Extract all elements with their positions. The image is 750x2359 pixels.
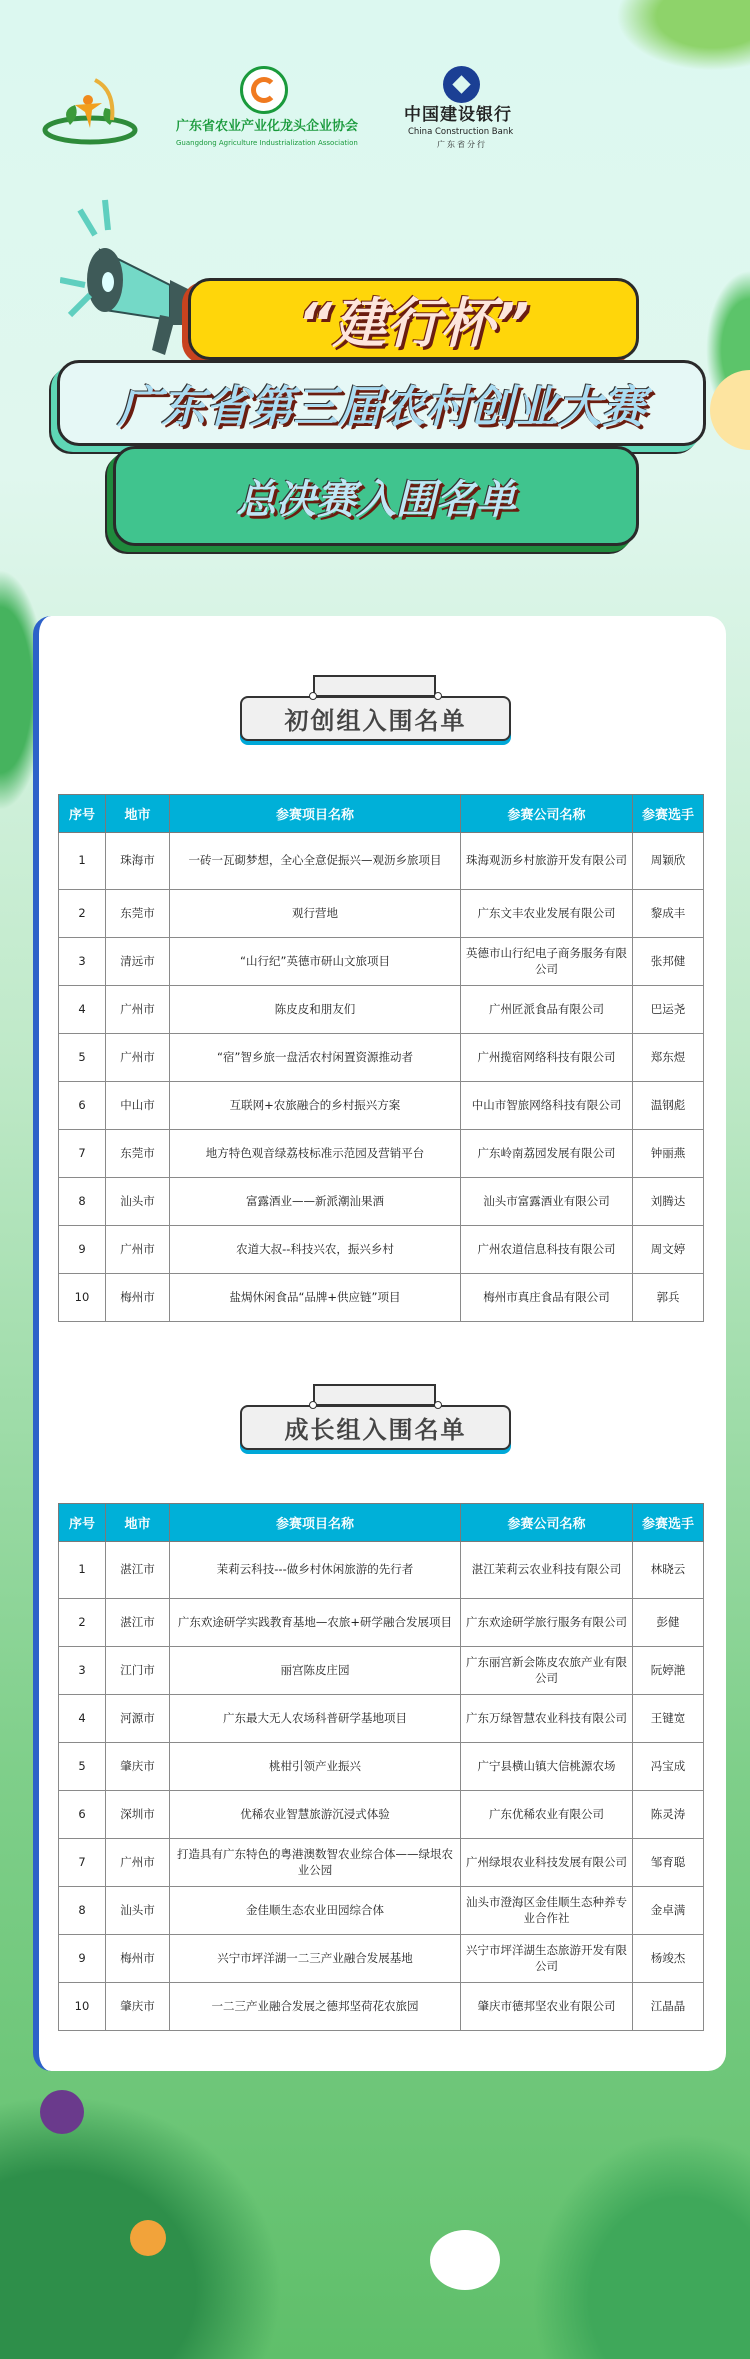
ccb-branch: 广东省分行: [437, 140, 487, 149]
cell-company: 汕头市富露酒业有限公司: [461, 1178, 633, 1226]
table-row: [59, 986, 704, 1034]
cell-seq: 2: [59, 1599, 106, 1647]
cell-seq: 10: [59, 1983, 106, 2031]
cell-city: 汕头市: [106, 1178, 170, 1226]
title-cup-banner: “建行杯”: [188, 278, 639, 360]
cell-contestant: 杨竣杰: [633, 1935, 704, 1983]
cell-company: 湛江茉莉云农业科技有限公司: [461, 1542, 633, 1599]
table-row: [59, 1695, 704, 1743]
cell-city: 肇庆市: [106, 1983, 170, 2031]
cell-contestant: 王键宽: [633, 1695, 704, 1743]
table-header: [59, 1504, 704, 1542]
ccb-logo: [443, 66, 480, 103]
flower-orange: [130, 2220, 166, 2256]
title-event-banner: 广东省第三届农村创业大赛: [57, 360, 706, 446]
cell-contestant: 黎成丰: [633, 890, 704, 938]
cell-contestant: 钟丽燕: [633, 1130, 704, 1178]
cell-contestant: 周文婷: [633, 1226, 704, 1274]
cell-city: 肇庆市: [106, 1743, 170, 1791]
cell-contestant: 郑东煜: [633, 1034, 704, 1082]
cell-project: 金佳顺生态农业田园综合体: [170, 1887, 461, 1935]
table-row: [59, 1935, 704, 1983]
table-row: [59, 1791, 704, 1839]
column-header-contestant: 参赛选手: [633, 795, 704, 833]
cell-city: 广州市: [106, 986, 170, 1034]
cell-company: 珠海观沥乡村旅游开发有限公司: [461, 833, 633, 890]
cell-contestant: 郭兵: [633, 1274, 704, 1322]
table-row: [59, 1983, 704, 2031]
cell-seq: 2: [59, 890, 106, 938]
cell-contestant: 江晶晶: [633, 1983, 704, 2031]
association-name-en: Guangdong Agriculture Industrialization Association: [176, 139, 358, 147]
table-row: [59, 1599, 704, 1647]
cell-seq: 7: [59, 1839, 106, 1887]
cell-company: 广宁县横山镇大信桃源农场: [461, 1743, 633, 1791]
table-row: [59, 1130, 704, 1178]
table-row: [59, 1647, 704, 1695]
growth-group-table: [58, 1503, 704, 2031]
cell-contestant: 周颖欣: [633, 833, 704, 890]
cell-company: 肇庆市德邦坚农业有限公司: [461, 1983, 633, 2031]
column-header-company: 参赛公司名称: [461, 1504, 633, 1542]
cell-project: 广东欢途研学实践教育基地—农旅+研学融合发展项目: [170, 1599, 461, 1647]
cell-city: 珠海市: [106, 833, 170, 890]
cell-project: 陈皮皮和朋友们: [170, 986, 461, 1034]
cell-city: 湛江市: [106, 1542, 170, 1599]
cell-contestant: 彭健: [633, 1599, 704, 1647]
table-row: [59, 1839, 704, 1887]
cell-project: 一砖一瓦砌梦想，全心全意促振兴—观沥乡旅项目: [170, 833, 461, 890]
table-row: [59, 1034, 704, 1082]
cell-company: 广东优稀农业有限公司: [461, 1791, 633, 1839]
ccb-name-en: China Construction Bank: [408, 127, 514, 137]
column-header-project: 参赛项目名称: [170, 1504, 461, 1542]
association-logo: [240, 66, 288, 114]
cell-seq: 9: [59, 1935, 106, 1983]
flower-white: [430, 2230, 500, 2290]
cell-city: 江门市: [106, 1647, 170, 1695]
cell-project: 观行营地: [170, 890, 461, 938]
cell-contestant: 巴运尧: [633, 986, 704, 1034]
cell-seq: 4: [59, 1695, 106, 1743]
section-title-startup: 初创组入围名单: [240, 696, 511, 741]
cell-project: 兴宁市坪洋湖一二三产业融合发展基地: [170, 1935, 461, 1983]
cell-seq: 3: [59, 1647, 106, 1695]
cell-city: 中山市: [106, 1082, 170, 1130]
cell-contestant: 金卓满: [633, 1887, 704, 1935]
column-header-city: 地市: [106, 1504, 170, 1542]
column-header-project: 参赛项目名称: [170, 795, 461, 833]
cell-city: 梅州市: [106, 1274, 170, 1322]
cell-seq: 5: [59, 1034, 106, 1082]
cell-project: 桃柑引领产业振兴: [170, 1743, 461, 1791]
cell-seq: 3: [59, 938, 106, 986]
cell-seq: 9: [59, 1226, 106, 1274]
cell-city: 东莞市: [106, 890, 170, 938]
cell-project: 优稀农业智慧旅游沉浸式体验: [170, 1791, 461, 1839]
cell-contestant: 冯宝成: [633, 1743, 704, 1791]
cell-city: 汕头市: [106, 1887, 170, 1935]
cell-project: 打造具有广东特色的粤港澳数智农业综合体——绿垠农业公园: [170, 1839, 461, 1887]
table-row: [59, 890, 704, 938]
cell-project: 丽宫陈皮庄园: [170, 1647, 461, 1695]
cell-seq: 8: [59, 1887, 106, 1935]
cell-seq: 6: [59, 1082, 106, 1130]
cell-city: 清远市: [106, 938, 170, 986]
cell-contestant: 阮婷滟: [633, 1647, 704, 1695]
cell-project: 互联网+农旅融合的乡村振兴方案: [170, 1082, 461, 1130]
cell-contestant: 张邦健: [633, 938, 704, 986]
association-name: 广东省农业产业化龙头企业协会: [176, 119, 359, 134]
title-subtitle-banner: 总决赛入围名单: [113, 446, 639, 546]
cell-city: 广州市: [106, 1226, 170, 1274]
cell-company: 汕头市澄海区金佳顺生态种养专业合作社: [461, 1887, 633, 1935]
column-header-seq: 序号: [59, 795, 106, 833]
cell-company: 广东丽宫新会陈皮农旅产业有限公司: [461, 1647, 633, 1695]
cell-company: 广州农道信息科技有限公司: [461, 1226, 633, 1274]
contest-logo: [40, 70, 140, 150]
cell-city: 河源市: [106, 1695, 170, 1743]
cell-project: “宿”智乡旅一盘活农村闲置资源推动者: [170, 1034, 461, 1082]
cell-company: 中山市智旅网络科技有限公司: [461, 1082, 633, 1130]
cell-project: “山行纪”英德市研山文旅项目: [170, 938, 461, 986]
table-row: [59, 1274, 704, 1322]
foliage-bottom-right: [520, 2120, 750, 2359]
table-row: [59, 1743, 704, 1791]
cell-city: 东莞市: [106, 1130, 170, 1178]
cell-project: 富露酒业——新派潮汕果酒: [170, 1178, 461, 1226]
cell-company: 兴宁市坪洋湖生态旅游开发有限公司: [461, 1935, 633, 1983]
cell-seq: 10: [59, 1274, 106, 1322]
leaf-decoration-top-right: [600, 0, 750, 80]
cell-project: 农道大叔--科技兴农，振兴乡村: [170, 1226, 461, 1274]
flower-purple: [40, 2090, 84, 2134]
cell-project: 一二三产业融合发展之德邦坚荷花农旅园: [170, 1983, 461, 2031]
cell-company: 广州绿垠农业科技发展有限公司: [461, 1839, 633, 1887]
cell-seq: 7: [59, 1130, 106, 1178]
cell-company: 广东文丰农业发展有限公司: [461, 890, 633, 938]
cell-contestant: 刘腾达: [633, 1178, 704, 1226]
cell-contestant: 林晓云: [633, 1542, 704, 1599]
cell-city: 湛江市: [106, 1599, 170, 1647]
table-row: [59, 1887, 704, 1935]
table-row: [59, 833, 704, 890]
cell-city: 深圳市: [106, 1791, 170, 1839]
cell-contestant: 邹育聪: [633, 1839, 704, 1887]
ccb-name: 中国建设银行: [404, 105, 512, 125]
cell-company: 广东万绿智慧农业科技有限公司: [461, 1695, 633, 1743]
cell-company: 广东欢途研学旅行服务有限公司: [461, 1599, 633, 1647]
table-header: [59, 795, 704, 833]
cell-company: 梅州市真庄食品有限公司: [461, 1274, 633, 1322]
cell-project: 茉莉云科技---做乡村休闲旅游的先行者: [170, 1542, 461, 1599]
cell-project: 广东最大无人农场科普研学基地项目: [170, 1695, 461, 1743]
cell-city: 广州市: [106, 1839, 170, 1887]
column-header-city: 地市: [106, 795, 170, 833]
cell-company: 广州匠派食品有限公司: [461, 986, 633, 1034]
column-header-seq: 序号: [59, 1504, 106, 1542]
cell-contestant: 温钢彪: [633, 1082, 704, 1130]
cell-seq: 1: [59, 833, 106, 890]
cell-seq: 5: [59, 1743, 106, 1791]
cell-contestant: 陈灵涛: [633, 1791, 704, 1839]
startup-group-table: [58, 794, 704, 1322]
cell-city: 广州市: [106, 1034, 170, 1082]
cell-city: 梅州市: [106, 1935, 170, 1983]
table-row: [59, 1082, 704, 1130]
column-header-contestant: 参赛选手: [633, 1504, 704, 1542]
cell-seq: 4: [59, 986, 106, 1034]
table-row: [59, 1226, 704, 1274]
cell-seq: 1: [59, 1542, 106, 1599]
cell-project: 盐焗休闲食品“品牌+供应链”项目: [170, 1274, 461, 1322]
table-row: [59, 1178, 704, 1226]
table-row: [59, 1542, 704, 1599]
section-title-growth: 成长组入围名单: [240, 1405, 511, 1450]
cell-company: 英德市山行纪电子商务服务有限公司: [461, 938, 633, 986]
table-row: [59, 938, 704, 986]
cell-company: 广州揽宿网络科技有限公司: [461, 1034, 633, 1082]
cell-company: 广东岭南荔园发展有限公司: [461, 1130, 633, 1178]
cell-seq: 6: [59, 1791, 106, 1839]
cell-seq: 8: [59, 1178, 106, 1226]
column-header-company: 参赛公司名称: [461, 795, 633, 833]
cell-project: 地方特色观音绿荔枝标准示范园及营销平台: [170, 1130, 461, 1178]
